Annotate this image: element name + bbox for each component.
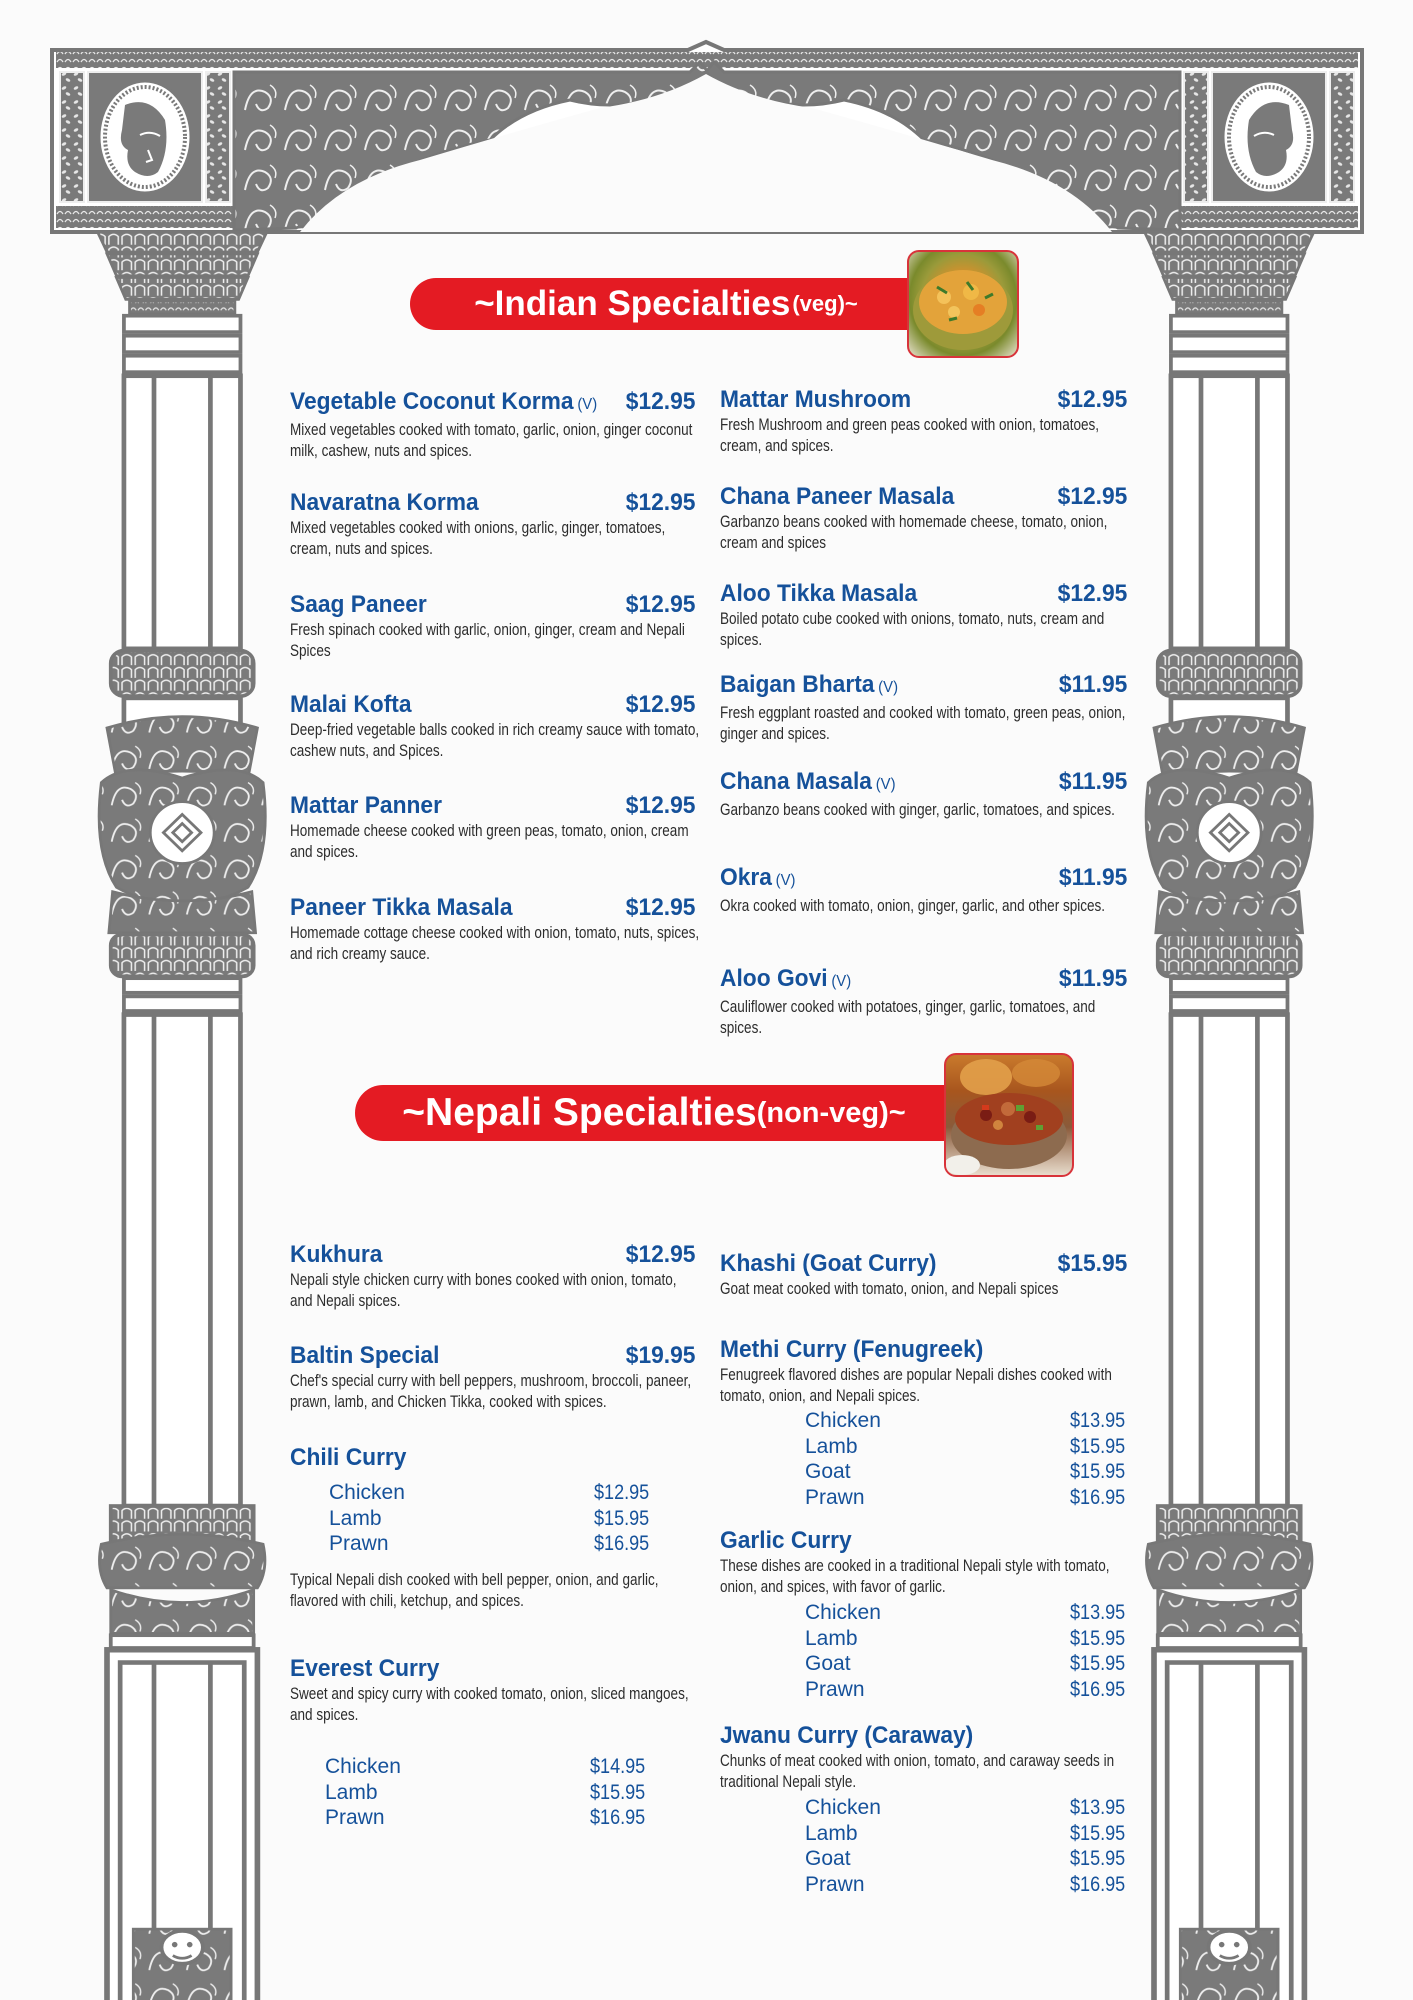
dish-price: $12.95 <box>625 388 696 415</box>
dish-name: Vegetable Coconut Korma <box>290 388 574 415</box>
variant-row <box>805 1821 1125 1847</box>
vegan-tag: (V) <box>831 973 852 990</box>
dish-name: Methi Curry (Fenugreek) <box>720 1336 984 1363</box>
menu-item <box>720 483 1128 554</box>
dish-name: Aloo Tikka Masala <box>720 580 918 607</box>
variant-label: Lamb <box>805 1434 858 1458</box>
menu-item <box>720 671 1128 745</box>
dish-name: Malai Kofta <box>290 691 412 718</box>
variant-list <box>805 1600 1125 1702</box>
dish-name: Khashi (Goat Curry) <box>720 1250 937 1277</box>
variant-row <box>805 1459 1125 1485</box>
variant-price: $16.95 <box>1069 1485 1125 1509</box>
variant-label: Lamb <box>805 1626 858 1650</box>
variant-row <box>805 1600 1125 1626</box>
menu-item <box>290 1241 695 1312</box>
variant-price: $13.95 <box>1069 1409 1125 1432</box>
menu-item <box>290 1444 695 1471</box>
variant-list <box>805 1795 1125 1897</box>
variant-row <box>325 1780 645 1806</box>
variant-label: Chicken <box>805 1601 881 1624</box>
dish-name: Paneer Tikka Masala <box>290 894 513 921</box>
dish-price: $19.95 <box>625 1342 696 1369</box>
meat-curry-photo <box>944 1053 1074 1177</box>
dish-name: Mattar Mushroom <box>720 386 912 413</box>
dish-price: $11.95 <box>1058 671 1128 698</box>
menu-item <box>720 580 1128 651</box>
menu-item <box>290 691 700 762</box>
variant-label: Prawn <box>805 1677 865 1701</box>
variant-label: Chicken <box>329 1481 405 1504</box>
variant-list <box>329 1480 649 1557</box>
variant-row <box>329 1480 649 1506</box>
menu-item <box>290 1655 695 1726</box>
variant-row <box>805 1846 1125 1872</box>
variant-row <box>805 1485 1125 1511</box>
variant-price: $14.95 <box>589 1755 645 1778</box>
variant-price: $16.95 <box>1069 1677 1125 1701</box>
dish-description: Typical Nepali dish cooked with bell pepper, onion, and garlic, flavored with chili, ketchup, and spices. <box>290 1571 659 1610</box>
menu-item <box>720 386 1128 457</box>
dish-price: $12.95 <box>1057 483 1128 510</box>
dish-description: Cauliflower cooked with potatoes, ginger, garlic, tomatoes, and spices. <box>720 998 1096 1037</box>
variant-row <box>329 1506 649 1532</box>
variant-row <box>805 1434 1125 1460</box>
menu-item <box>290 792 695 863</box>
dish-name: Mattar Panner <box>290 792 442 819</box>
dish-price: $12.95 <box>625 792 696 819</box>
dish-name: Chana Paneer Masala <box>720 483 955 510</box>
variant-row <box>325 1805 645 1831</box>
variant-label: Lamb <box>805 1821 858 1845</box>
dish-description: Homemade cheese cooked with green peas, tomato, onion, cream and spices. <box>290 822 689 861</box>
dish-price: $12.95 <box>625 591 696 618</box>
menu-item <box>720 1527 1125 1598</box>
dish-price: $11.95 <box>1058 864 1128 891</box>
dish-description: These dishes are cooked in a traditional Nepali style with tomato, onion, and spices, with favor of garlic. <box>720 1557 1110 1596</box>
variant-list <box>805 1408 1125 1510</box>
variant-label: Prawn <box>805 1485 865 1509</box>
dish-price: $12.95 <box>625 691 696 718</box>
dish-description: Homemade cottage cheese cooked with onion, tomato, nuts, spices, and rich creamy sauce. <box>290 924 700 963</box>
dish-name: Baigan Bharta <box>720 671 875 698</box>
variant-price: $15.95 <box>1069 1626 1125 1650</box>
vegan-tag: (V) <box>878 679 899 696</box>
menu-item <box>720 768 1128 821</box>
dish-description: Okra cooked with tomato, onion, ginger, garlic, and other spices. <box>720 897 1106 915</box>
variant-label: Prawn <box>325 1806 385 1829</box>
menu-item <box>290 1342 695 1413</box>
variant-price: $12.95 <box>593 1481 649 1504</box>
section-title-suffix: (non-veg)~ <box>756 1096 906 1129</box>
dish-price: $12.95 <box>1057 386 1128 413</box>
dish-description: Sweet and spicy curry with cooked tomato, onion, sliced mangoes, and spices. <box>290 1685 689 1724</box>
dish-price: $12.95 <box>625 894 696 921</box>
dish-name: Navaratna Korma <box>290 489 479 516</box>
variant-label: Goat <box>805 1652 851 1675</box>
dish-price: $12.95 <box>1057 580 1128 607</box>
left-pillar <box>98 232 267 2000</box>
menu-item <box>720 1722 1125 1793</box>
dish-name: Aloo Govi <box>720 965 828 992</box>
dish-name: Baltin Special <box>290 1342 440 1369</box>
veg-curry-photo <box>907 250 1019 358</box>
right-pillar <box>1145 232 1314 2000</box>
variant-price: $16.95 <box>589 1806 645 1829</box>
dish-name: Chili Curry <box>290 1444 407 1471</box>
menu-item <box>720 864 1128 917</box>
variant-row <box>805 1408 1125 1434</box>
dish-price: $12.95 <box>625 1241 696 1268</box>
variant-price: $15.95 <box>593 1506 649 1530</box>
variant-label: Chicken <box>805 1796 881 1819</box>
dish-name: Everest Curry <box>290 1655 440 1682</box>
dish-description: Fresh eggplant roasted and cooked with tomato, green peas, onion, ginger and spices. <box>720 704 1126 743</box>
dish-description: Garbanzo beans cooked with homemade cheese, tomato, onion, cream and spices <box>720 513 1108 552</box>
variant-list <box>325 1754 645 1831</box>
meat-curry-bowl-icon <box>946 1055 1072 1175</box>
menu-item <box>720 1336 1125 1407</box>
dish-description: Fenugreek flavored dishes are popular Nepali dishes cooked with tomato, onion, and Nepali spices. <box>720 1366 1112 1405</box>
variant-row <box>329 1531 649 1557</box>
variant-row <box>805 1795 1125 1821</box>
dish-name: Chana Masala <box>720 768 872 795</box>
section-title: ~Nepali Specialties <box>402 1091 757 1134</box>
variant-price: $15.95 <box>1069 1821 1125 1845</box>
variant-label: Prawn <box>805 1872 865 1896</box>
section-title-suffix: (veg)~ <box>792 291 858 316</box>
dish-description: Garbanzo beans cooked with ginger, garlic, tomatoes, and spices. <box>720 801 1115 819</box>
variant-label: Prawn <box>329 1532 389 1555</box>
variant-label: Lamb <box>325 1780 378 1804</box>
dish-price: $11.95 <box>1058 768 1128 795</box>
variant-price: $16.95 <box>593 1532 649 1555</box>
dish-name: Jwanu Curry (Caraway) <box>720 1722 974 1749</box>
dish-price: $15.95 <box>1057 1250 1128 1277</box>
variant-row <box>805 1677 1125 1703</box>
variant-label: Goat <box>805 1460 851 1483</box>
dish-description: Chunks of meat cooked with onion, tomato, and caraway seeds in traditional Nepali style. <box>720 1752 1115 1791</box>
vegan-tag: (V) <box>577 396 598 413</box>
dish-name: Kukhura <box>290 1241 383 1268</box>
menu-item <box>290 388 695 462</box>
menu-item <box>290 591 695 662</box>
menu-item <box>290 894 700 965</box>
dish-description: Goat meat cooked with tomato, onion, and Nepali spices <box>720 1280 1059 1298</box>
menu-item <box>290 489 695 560</box>
variant-row <box>325 1754 645 1780</box>
vegan-tag: (V) <box>775 872 796 889</box>
dish-description: Nepali style chicken curry with bones cooked with onion, tomato, and Nepali spices. <box>290 1271 677 1310</box>
dish-description: Mixed vegetables cooked with tomato, garlic, onion, ginger coconut milk, cashew, nuts and spices. <box>290 421 693 460</box>
variant-row <box>805 1651 1125 1677</box>
dish-description: Fresh spinach cooked with garlic, onion, ginger, cream and Nepali Spices <box>290 621 685 660</box>
dish-name: Saag Paneer <box>290 591 427 618</box>
variant-row <box>805 1626 1125 1652</box>
variant-label: Chicken <box>805 1409 881 1432</box>
variant-label: Chicken <box>325 1755 401 1778</box>
variant-price: $16.95 <box>1069 1872 1125 1896</box>
section-banner-nepali <box>355 1085 953 1141</box>
vegan-tag: (V) <box>875 776 896 793</box>
dish-description: Boiled potato cube cooked with onions, tomato, nuts, cream and spices. <box>720 610 1105 649</box>
dish-price: $11.95 <box>1058 965 1128 992</box>
dish-description: Fresh Mushroom and green peas cooked with onion, tomatoes, cream, and spices. <box>720 416 1100 455</box>
variant-price: $15.95 <box>1069 1434 1125 1458</box>
dish-description: Deep-fried vegetable balls cooked in rich creamy sauce with tomato, cashew nuts, and Spices. <box>290 721 700 760</box>
section-banner-indian <box>410 278 922 330</box>
variant-price: $15.95 <box>1069 1652 1125 1675</box>
variant-price: $13.95 <box>1069 1796 1125 1819</box>
section-title: ~Indian Specialties <box>474 284 791 323</box>
vegetable-curry-bowl-icon <box>909 252 1017 356</box>
variant-price: $15.95 <box>589 1780 645 1804</box>
variant-label: Goat <box>805 1847 851 1870</box>
variant-label: Lamb <box>329 1506 382 1530</box>
dish-description: Mixed vegetables cooked with onions, garlic, ginger, tomatoes, cream, nuts and spices. <box>290 519 666 558</box>
dish-name: Garlic Curry <box>720 1527 852 1554</box>
menu-item <box>720 1250 1128 1300</box>
dish-description: Chef's special curry with bell peppers, mushroom, broccoli, paneer, prawn, lamb, and Chicken Tikka, cooked with spices. <box>290 1372 692 1411</box>
variant-price: $13.95 <box>1069 1601 1125 1624</box>
variant-price: $15.95 <box>1069 1847 1125 1870</box>
variant-row <box>805 1872 1125 1898</box>
dish-name: Okra <box>720 864 772 891</box>
variant-price: $15.95 <box>1069 1460 1125 1483</box>
menu-item <box>720 965 1128 1039</box>
dish-price: $12.95 <box>625 489 696 516</box>
